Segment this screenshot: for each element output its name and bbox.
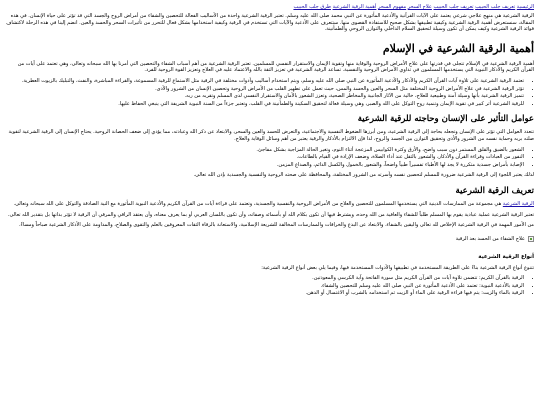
- breadcrumb-link[interactable]: الرئيسية: [516, 4, 534, 10]
- list-item: • الرقية بالماء والزيت: يتم فيها قراءة الرقية على الماء أو الزيت ثم استخدامه بالشرب أو الاغتسال أو الدهن.: [6, 290, 524, 297]
- list-item: • للرقية الشرعية أثر كبير في تقوية الإيمان وتنمية روح التوكل على الله والصبر، وهي وسيلة فعالة لتحقيق السكينة والطمأنينة في القلب، وتعتبر جزءاً من السنة النبوية الشريفة التي ينبغي الحفاظ عليها.: [6, 101, 524, 108]
- list-item: • تؤثر الرقية الشرعية في علاج الأمراض الروحية المختلفة مثل السحر والعين والحسد والمس، حيث تعمل على تطهير القلب من الأمراض الروحية وتحصين الإنسان من الشرور والأذى.: [6, 86, 524, 93]
- bullet-list: [6, 78, 534, 107]
- paragraph-text: هي مجموعة من الممارسات الدينية التي يستخدمها المسلمون للتحصين والعلاج من الأمراض الروحية والنفسية والجسدية، وتعتمد على قراءة آيات من القرآن الكريم والأدعية النبوية المأثورة مع النية الصادقة والتوكل على الله سبحانه وتعالى.: [13, 200, 502, 207]
- breadcrumb-link[interactable]: أهمية الرقية الشرعية: [332, 4, 377, 10]
- article-title: أهمية الرقية الشرعية في الإسلام: [382, 41, 534, 55]
- intro-paragraph: الرقية الشرعية هي منهج علاجي شرعي يعتمد على الآيات القرآنية والأدعية المأثورة عن النبي محمد صلى الله عليه وسلم. تعتبر الرقية الشرعية واحدة من الأساليب الفعالة للتحصين والشفاء من أمراض الروح والجسد التي قد تؤثر على حياة الإنسان. في هذه المقالة، سنستعرض أهمية الرقية الشرعية وكيفية تطبيقها بشكل صحيح للاستفادة القصوى منها. ستتعرف على الأدعية والآيات التي تستخدم في الرقية وكيفية استخدامها بشكل فعال للتحرر من تأثيرات السحر والحسد والعين. انضم إلينا في هذه الرحلة لاكتشاف فوائد الرقية الشرعية وكيف يمكن أن تكون وسيلة لتحقيق السلام الداخلي والتوازن الروحي والطمأنينة.: [6, 13, 534, 33]
- paragraph: تعتبر الرقية الشرعية عملية عبادية يقوم بها المسلم طلباً للشفاء والعافية من الله وحده، ويشترط فيها أن تكون بكلام الله أو بأسمائه وصفاته، وأن تكون باللسان العربي أو بما يعرف معناه، وأن يعتقد الراقي والمرقي أن الرقية لا تؤثر بذاتها بل بتقدير الله تعالى.: [7, 211, 534, 218]
- list-item: • تتميز الرقية الشرعية بأنها وسيلة آمنة وطبيعية للعلاج، خالية من الآثار الجانبية والمخاطر الصحية، وتعزز الشعور بالأمان والاستقرار النفسي لدى المسلم وتقربه من ربه.: [6, 93, 524, 100]
- inline-link[interactable]: الرقية الشرعية: [502, 200, 534, 207]
- breadcrumb-link[interactable]: طرق جلب الحبيب: [293, 4, 331, 10]
- section-heading: عوامل التأثير على الإنسان وحاجته للرقية الشرعية: [357, 114, 534, 125]
- breadcrumb-link[interactable]: تعريف جلب الحبيب: [433, 4, 474, 10]
- section-heading: تعريف الرقية الشرعية: [455, 185, 534, 196]
- paragraph: من الأمور المهمة في الرقية الشرعية الإخلاص لله تعالى واليقين بالشفاء، والابتعاد عن البدع والخرافات والممارسات المخالفة للشريعة الإسلامية، والاستعانة بالرقاة الثقات المعروفين بالعلم والتقوى والصلاح، والمداومة على الأذكار الشرعية صباحاً ومساءً.: [18, 222, 534, 229]
- paragraph: تتعدد العوامل التي تؤثر على الإنسان وتجعله بحاجة إلى الرقية الشرعية، ومن أبرزها الضغوط النفسية والاجتماعية، والتعرض للحسد والعين والسحر، والابتعاد عن ذكر الله وعبادته، مما يؤدي إلى ضعف الحصانة الروحية. يحتاج الإنسان إلى الرقية الشرعية لتقوية صلته بربه وحماية نفسه من الشرور والأذى وتحقيق التوازن بين الجسد والروح، لذا فإن الالتزام بالأذكار والرقية يعتبر من أهم وسائل الوقاية والعلاج.: [8, 129, 534, 142]
- paragraph: تتنوع أنواع الرقية الشرعية بناءً على الطريقة المستخدمة في تطبيقها والأدوات المستخدمة فيها، وفيما يلي بعض أنواع الرقية الشرعية:: [261, 264, 534, 271]
- article-image: [456, 236, 534, 243]
- broken-image-icon: [528, 236, 534, 242]
- paragraph: [6, 201, 534, 208]
- breadcrumb: [6, 4, 534, 11]
- paragraph: أهمية الرقية الشرعية في الإسلام تتجلى في قدرتها على علاج الأمراض الروحية والوقاية منها وتقوية الإيمان والاستقرار النفسي للمسلمين. تعتبر الرقية الشرعية من أهم أسباب الشفاء والتحصين التي أمرنا بها الله سبحانه وتعالى، وهي تعتمد على آيات من القرآن الكريم والأذكار النبوية التي يستخدمها المسلمون في تداوي الأمراض الروحية والنفسية. تساعد الرقية الشرعية في تعزيز الثقة بالله والاعتماد عليه في العلاج وتعزيز القوة الروحية للفرد.: [17, 60, 534, 74]
- image-alt-text: علاج الشفاء من الحسد بعد الرقية: [455, 235, 525, 242]
- list-item: • النفور من العبادات وقراءة القرآن والأذكار، والشعور بالثقل عند أداء الصلاة، وضعف الإرادة في القيام بالطاعات.: [6, 154, 524, 161]
- paragraph: لذلك يعتبر اللجوء إلى الرقية الشرعية ضرورة للمسلم لتحصين نفسه وأسرته من الشرور المختلفة، والمحافظة على صحته الروحية والنفسية والجسدية بإذن الله تعالى.: [193, 172, 534, 179]
- breadcrumb-link[interactable]: مفهوم السحر: [378, 4, 407, 10]
- subsection-heading: أنواع الرقية الشرعية: [478, 253, 534, 260]
- list-item: • الرقية بالقرآن الكريم: تتضمن تلاوة آيات من القرآن الكريم مثل سورة الفاتحة وآية الكرسي والمعوذتين.: [6, 275, 524, 282]
- list-item: • تعتمد الرقية الشرعية على تلاوة آيات القرآن الكريم والأذكار والأدعية المأثورة عن النبي صلى الله عليه وسلم، ويتم استخدام أساليب وأدوات مختلفة في الرقية مثل الاستماع للرقية المسموعة، والقراءة المباشرة، والنفث، والتبليك بالزيوت العطرية.: [6, 78, 524, 85]
- bullet-list: [6, 275, 534, 297]
- list-item: • الإصابة بأمراض جسدية متكررة لا يجد لها الأطباء تفسيراً طبياً واضحاً، والشعور بالخمول والكسل الدائم، والصداع المزمن.: [6, 162, 524, 169]
- breadcrumb-link[interactable]: تعريف جلب الحبيب: [475, 4, 516, 10]
- list-item: • الرقية بالأدعية النبوية: تعتمد على الأدعية المأثورة عن النبي صلى الله عليه وسلم للتحصين والشفاء.: [6, 283, 524, 290]
- bullet-list: [6, 147, 534, 169]
- breadcrumb-link[interactable]: علاج السحر: [407, 4, 432, 10]
- list-item: • الشعور بالضيق والقلق المستمر دون سبب واضح، والأرق وكثرة الكوابيس المزعجة أثناء النوم، وتغير الحالة المزاجية بشكل مفاجئ.: [6, 147, 524, 154]
